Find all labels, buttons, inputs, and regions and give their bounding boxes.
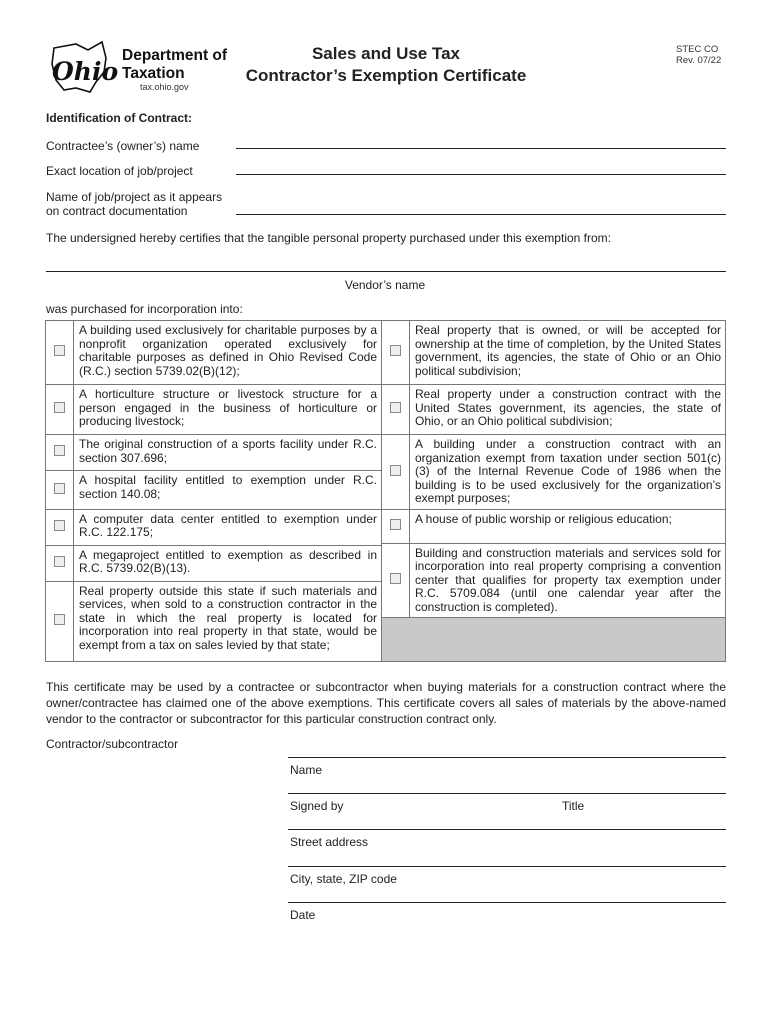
exemption-options-table xyxy=(45,320,726,662)
vendor-name-label: Vendor’s name xyxy=(344,278,426,292)
checkbox-icon xyxy=(54,556,65,567)
checkbox-icon xyxy=(54,345,65,356)
exemption-checkbox[interactable] xyxy=(46,385,74,435)
ohio-department-of-taxation-logo xyxy=(46,40,236,100)
date-label: Date xyxy=(290,908,316,922)
date-field[interactable] xyxy=(288,902,726,903)
exemption-text: Building and construction materials and services sold for incorporation into real property comprising a convention center that qualifies for property tax exemption under R.C. 5709.084 (until one calendar year after the construction is completed). xyxy=(410,543,726,618)
ohio-state-outline-icon xyxy=(46,40,126,100)
exemption-checkbox[interactable] xyxy=(382,509,410,543)
city-state-zip-label: City, state, ZIP code xyxy=(290,872,397,886)
job-name-label: Name of job/project as it appears on contract documentation xyxy=(46,190,223,218)
certificate-usage-note: This certificate may be used by a contractee or subcontractor when buying materials for a construction contract where the owner/contractee has claimed one of the above exemptions. This certificate covers all sales of materials by the above-named vendor to the contractor or subcontractor for this particular construction contract only. xyxy=(46,680,726,726)
exemption-checkbox[interactable] xyxy=(46,321,74,385)
checkbox-icon xyxy=(390,573,401,584)
exemption-checkbox[interactable] xyxy=(46,581,74,662)
ohio-script-text: Ohio xyxy=(52,57,119,86)
checkbox-icon xyxy=(390,345,401,356)
exemption-checkbox[interactable] xyxy=(46,471,74,509)
checkbox-icon xyxy=(390,519,401,530)
exemption-checkbox[interactable] xyxy=(382,321,410,385)
checkbox-icon xyxy=(390,465,401,476)
exemption-checkbox[interactable] xyxy=(46,545,74,581)
contractor-name-field[interactable] xyxy=(288,757,726,758)
exemption-text: A house of public worship or religious education; xyxy=(410,509,726,543)
exemption-text: A megaproject entitled to exemption as described in R.C. 5739.02(B)(13). xyxy=(74,545,382,581)
website-text: tax.ohio.gov xyxy=(140,82,189,92)
job-location-label: Exact location of job/project xyxy=(46,164,193,178)
exemption-text: The original construction of a sports facility under R.C. section 307.696; xyxy=(74,435,382,471)
exemption-text: A computer data center entitled to exemption under R.C. 122.175; xyxy=(74,509,382,545)
job-location-field[interactable] xyxy=(236,174,726,175)
exemption-text: Real property outside this state if such materials and services, when sold to a construction contractor in the state in which the real property is located for incorporation into real property in that state, would be exempt from a tax on sales levied by that state; xyxy=(74,581,382,662)
certification-intro: The undersigned hereby certifies that the tangible personal property purchased under this exemption from: xyxy=(46,231,611,245)
exemption-checkbox[interactable] xyxy=(382,385,410,435)
department-name: Department of Taxation xyxy=(122,47,228,82)
checkbox-icon xyxy=(54,445,65,456)
identification-heading: Identification of Contract: xyxy=(46,111,192,125)
street-address-label: Street address xyxy=(290,835,369,849)
checkbox-icon xyxy=(54,483,65,494)
vendor-name-field[interactable] xyxy=(46,271,726,272)
title-label: Title xyxy=(562,799,585,813)
exemption-checkbox[interactable] xyxy=(382,543,410,618)
exemption-text: Real property under a construction contract with the United States government, its agencies, the state of Ohio, or an Ohio political subdivision; xyxy=(410,385,726,435)
city-state-zip-field[interactable] xyxy=(288,866,726,867)
street-address-field[interactable] xyxy=(288,829,726,830)
name-label: Name xyxy=(290,763,323,777)
exemption-text: A horticulture structure or livestock structure for a person engaged in the business of horticulture or producing livestock; xyxy=(74,385,382,435)
form-title: Sales and Use Tax Contractor’s Exemption Certificate xyxy=(245,44,527,85)
shaded-empty-cell xyxy=(382,618,726,662)
exemption-text: Real property that is owned, or will be accepted for ownership at the time of completion, by the United States government, its agencies, the state of Ohio or an Ohio political subdivision; xyxy=(410,321,726,385)
signature-field[interactable] xyxy=(288,793,726,794)
exemption-text: A hospital facility entitled to exemption under R.C. section 140.08; xyxy=(74,471,382,509)
form-number: STEC CO Rev. 07/22 xyxy=(676,44,722,66)
exemption-checkbox[interactable] xyxy=(46,509,74,545)
signed-by-label: Signed by xyxy=(290,799,344,813)
checkbox-icon xyxy=(54,402,65,413)
purchased-for-text: was purchased for incorporation into: xyxy=(46,302,243,316)
checkbox-icon xyxy=(54,520,65,531)
checkbox-icon xyxy=(390,402,401,413)
exemption-checkbox[interactable] xyxy=(382,435,410,510)
exemption-checkbox[interactable] xyxy=(46,435,74,471)
contractee-name-label: Contractee’s (owner’s) name xyxy=(46,139,200,153)
contractee-name-field[interactable] xyxy=(236,148,726,149)
exemption-text: A building under a construction contract with an organization exempt from taxation under section 501(c)(3) of the Internal Revenue Code of 1986 when the building is to be used exclusively for the organization’s exempt purposes; xyxy=(410,435,726,510)
exemption-text: A building used exclusively for charitable purposes by a nonprofit organization operated exclusively for charitable purposes as defined in Ohio Revised Code (R.C.) section 5739.02(B)(12); xyxy=(74,321,382,385)
job-name-field[interactable] xyxy=(236,214,726,215)
checkbox-icon xyxy=(54,614,65,625)
contractor-heading: Contractor/subcontractor xyxy=(46,737,179,751)
